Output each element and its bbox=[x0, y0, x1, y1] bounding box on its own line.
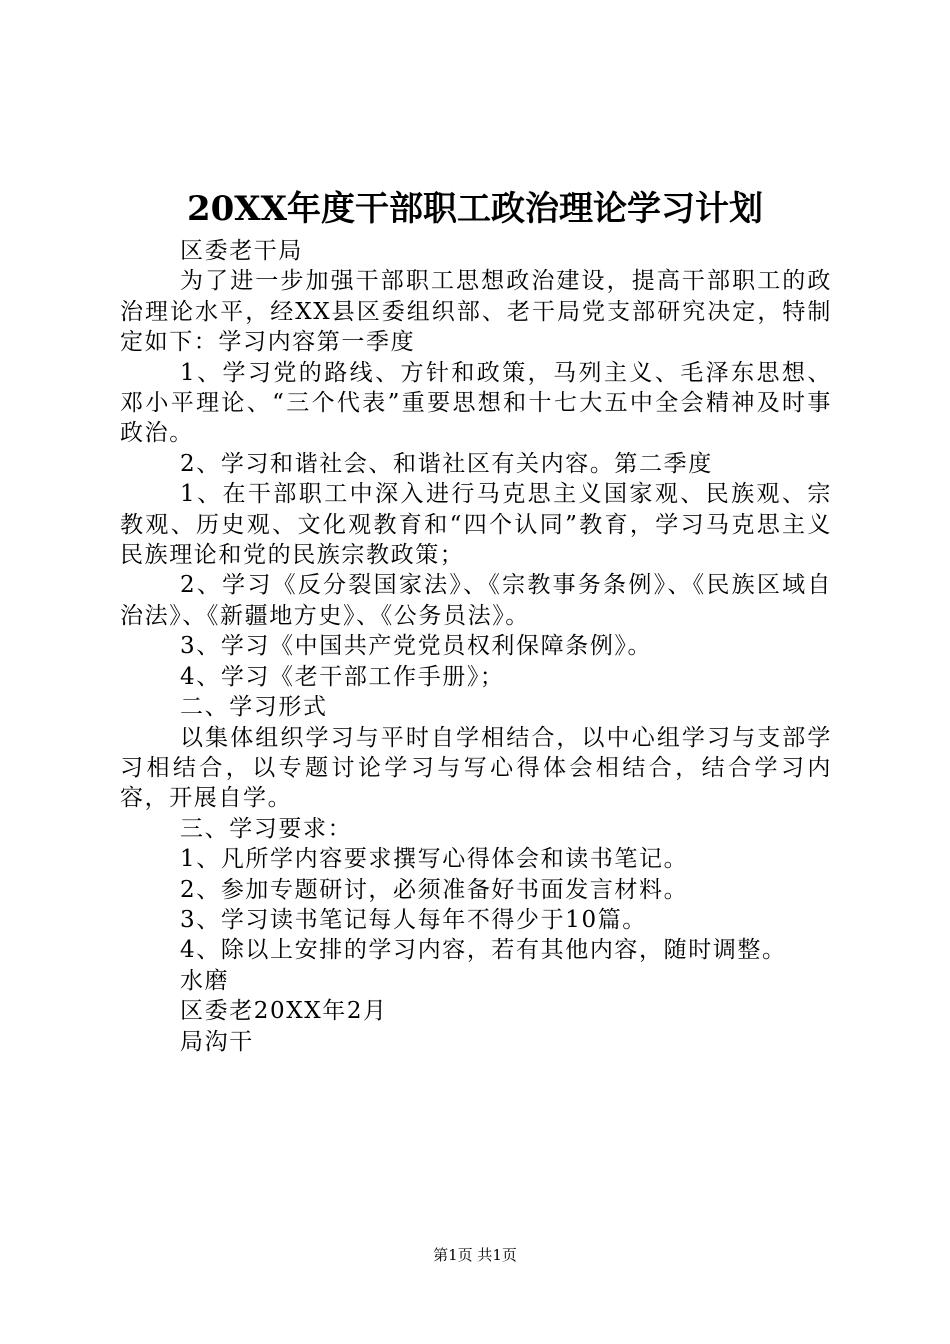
paragraph-8: 4、学习《老干部工作手册》； bbox=[180, 663, 505, 690]
paragraph-6: 2、学习《反分裂国家法》、《宗教事务条例》、《民族区域自治法》、《新疆地方史》、《公务员法》。 bbox=[120, 572, 832, 629]
paragraph-16: 水磨 bbox=[180, 967, 230, 994]
paragraph-11: 三、学习要求： bbox=[180, 815, 353, 842]
paragraph-1: 区委老干局 bbox=[180, 238, 303, 264]
paragraph-18: 局沟干 bbox=[180, 1028, 254, 1055]
paragraph-12: 1、凡所学内容要求撰写心得体会和读书笔记。 bbox=[180, 846, 689, 873]
paragraph-13: 2、参加专题研讨，必须准备好书面发言材料。 bbox=[180, 876, 689, 903]
page-footer: 第1页 共1页 bbox=[433, 1246, 517, 1264]
paragraph-7: 3、学习《中国共产党党员权利保障条例》。 bbox=[180, 633, 653, 660]
paragraph-14: 3、学习读书笔记每人每年不得少于10篇。 bbox=[180, 906, 647, 933]
paragraph-5: 1、在干部职工中深入进行马克思主义国家观、民族观、宗教观、历史观、文化观教育和“四个认同”教育，学习马克思主义民族理论和党的民族宗教政策； bbox=[120, 481, 832, 569]
paragraph-15: 4、除以上安排的学习内容，若有其他内容，随时调整。 bbox=[180, 937, 787, 964]
document-title: 20XX年度干部职工政治理论学习计划 bbox=[186, 189, 764, 229]
paragraph-2: 为了进一步加强干部职工思想政治建设，提高干部职工的政治理论水平，经XX县区委组织部、老干局党支部研究决定，特制定如下：学习内容第一季度 bbox=[120, 268, 832, 356]
paragraph-17: 区委老20XX年2月 bbox=[180, 998, 388, 1025]
document-body bbox=[120, 236, 832, 1057]
paragraph-4: 2、学习和谐社会、和谐社区有关内容。第二季度 bbox=[180, 450, 713, 477]
paragraph-9: 二、学习形式 bbox=[180, 694, 328, 721]
paragraph-3: 1、学习党的路线、方针和政策，马列主义、毛泽东思想、邓小平理论、“三个代表”重要思想和十七大五中全会精神及时事政治。 bbox=[120, 359, 832, 447]
paragraph-10: 以集体组织学习与平时自学相结合，以中心组学习与支部学习相结合，以专题讨论学习与写心得体会相结合，结合学习内容，开展自学。 bbox=[120, 724, 832, 812]
